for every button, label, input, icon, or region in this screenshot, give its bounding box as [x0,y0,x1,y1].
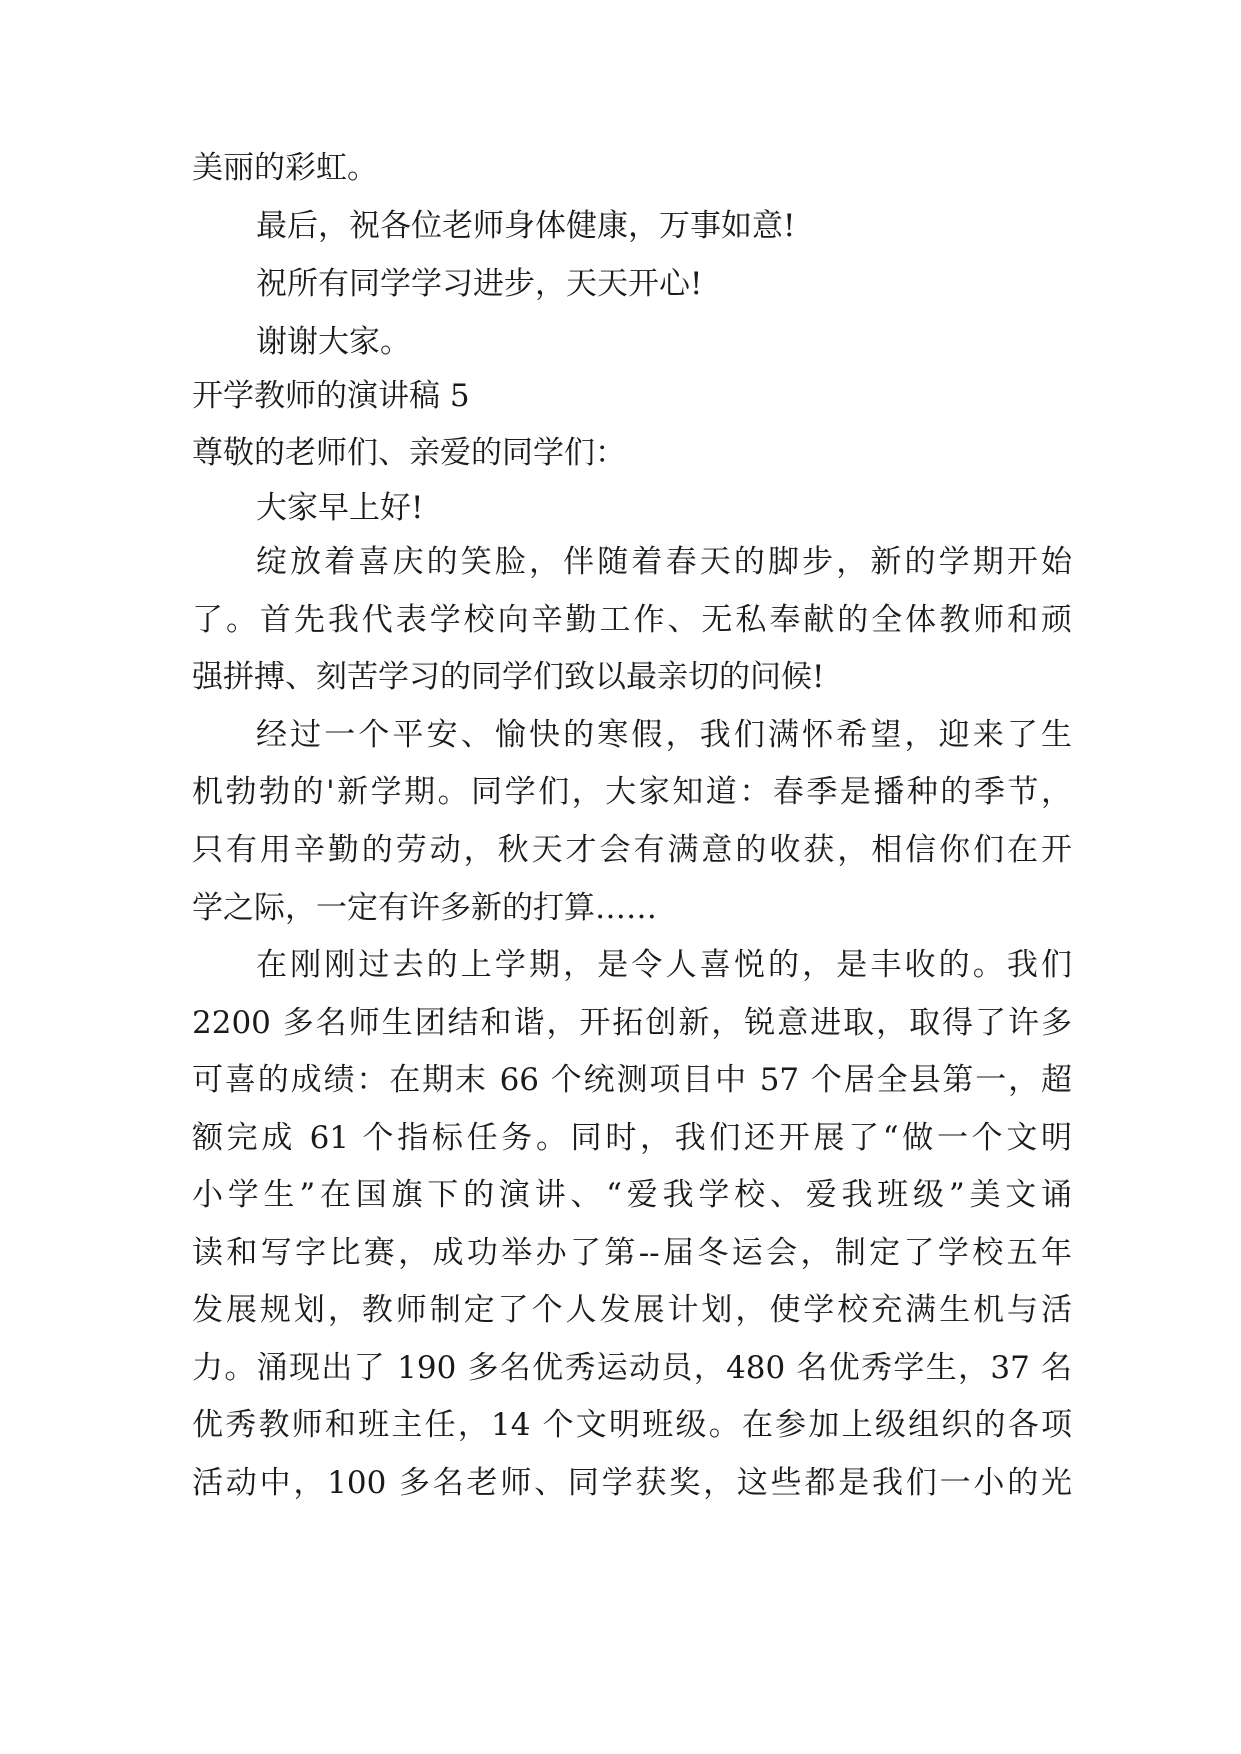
text-line: 活动中，100 多名老师、同学获奖，这些都是我们一小的光 [192,1465,1072,1501]
text-line: 了。首先我代表学校向辛勤工作、无私奉献的全体教师和顽 [192,602,1072,638]
text-line: 学之际，一定有许多新的打算…… [192,890,657,926]
text-line: 优秀教师和班主任，14 个文明班级。在参加上级组织的各项 [192,1407,1072,1443]
greeting: 大家早上好! [256,490,424,526]
text-line: 经过一个平安、愉快的寒假，我们满怀希望，迎来了生 [256,717,1072,753]
text-line: 绽放着喜庆的笑脸，伴随着春天的脚步，新的学期开始 [256,544,1072,580]
text-line: 可喜的成绩：在期末 66 个统测项目中 57 个居全县第一，超 [192,1062,1072,1098]
text-line: 小学生”在国旗下的演讲、“爱我学校、爱我班级”美文诵 [192,1177,1072,1213]
text-line: 在刚刚过去的上学期，是令人喜悦的，是丰收的。我们 [256,947,1072,983]
salutation: 尊敬的老师们、亲爱的同学们： [192,435,626,471]
text-line: 读和写字比赛，成功举办了第--届冬运会，制定了学校五年 [192,1235,1072,1271]
text-line: 2200 多名师生团结和谐，开拓创新，锐意进取，取得了许多 [192,1005,1072,1041]
text-line: 强拼搏、刻苦学习的同学们致以最亲切的问候! [192,659,825,695]
text-line: 发展规划，教师制定了个人发展计划，使学校充满生机与活 [192,1292,1072,1328]
text-line: 机勃勃的'新学期。同学们，大家知道：春季是播种的季节， [192,774,1072,810]
text-line: 美丽的彩虹。 [192,150,378,186]
text-line: 祝所有同学学习进步，天天开心! [256,266,703,302]
text-line: 只有用辛勤的劳动，秋天才会有满意的收获，相信你们在开 [192,832,1072,868]
text-line: 谢谢大家。 [256,324,411,360]
text-line: 力。涌现出了 190 多名优秀运动员，480 名优秀学生，37 名 [192,1350,1072,1386]
text-line: 最后，祝各位老师身体健康，万事如意! [256,208,796,244]
section-heading: 开学教师的演讲稿 5 [192,378,470,414]
text-line: 额完成 61 个指标任务。同时，我们还开展了“做一个文明 [192,1120,1072,1156]
